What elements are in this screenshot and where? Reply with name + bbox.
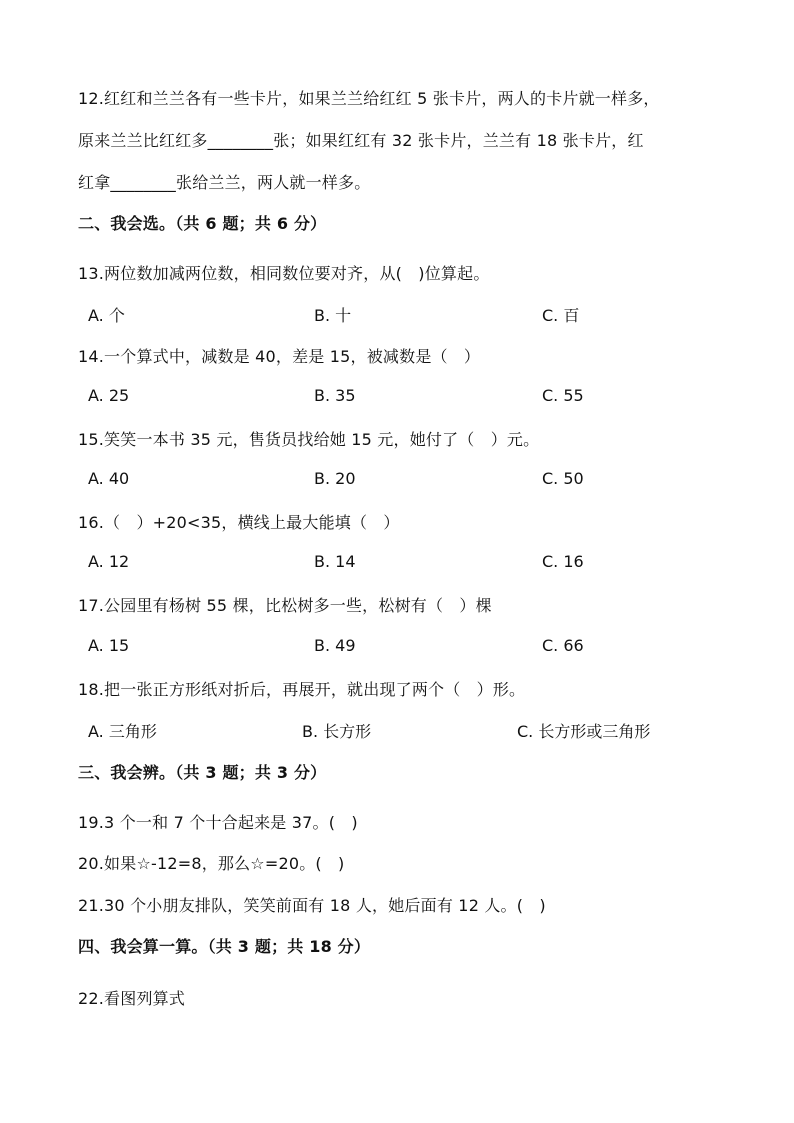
q16-option-c[interactable]: C. 16 xyxy=(542,552,584,571)
q15-option-a[interactable]: A. 40 xyxy=(88,469,130,488)
question-22: 22.看图列算式 xyxy=(78,989,186,1008)
q14-option-a[interactable]: A. 25 xyxy=(88,386,130,405)
section-2-heading: 二、我会选。（共 6 题；共 6 分） xyxy=(78,214,327,233)
q18-option-a[interactable]: A. 三角形 xyxy=(88,722,157,741)
section-3-heading: 三、我会辨。（共 3 题；共 3 分） xyxy=(78,763,327,782)
q12-line-3: 红拿________张给兰兰，两人就一样多。 xyxy=(78,173,371,192)
q18-stem: 18.把一张正方形纸对折后，再展开，就出现了两个（ ）形。 xyxy=(78,680,526,699)
q16-option-a[interactable]: A. 12 xyxy=(88,552,130,571)
q17-option-a[interactable]: A. 15 xyxy=(88,636,130,655)
section-4-heading: 四、我会算一算。（共 3 题；共 18 分） xyxy=(78,937,371,956)
q12-line-2: 原来兰兰比红红多________张；如果红红有 32 张卡片，兰兰有 18 张卡片，红 xyxy=(78,131,644,150)
q18-option-c[interactable]: C. 长方形或三角形 xyxy=(517,722,651,741)
q13-option-b[interactable]: B. 十 xyxy=(314,306,352,325)
q14-option-b[interactable]: B. 35 xyxy=(314,386,356,405)
q16-option-b[interactable]: B. 14 xyxy=(314,552,356,571)
question-21: 21.30 个小朋友排队，笑笑前面有 18 人，她后面有 12 人。( ) xyxy=(78,896,546,915)
q16-stem: 16.（ ）+20<35，横线上最大能填（ ） xyxy=(78,513,400,532)
q17-option-b[interactable]: B. 49 xyxy=(314,636,356,655)
question-19: 19.3 个一和 7 个十合起来是 37。( ) xyxy=(78,813,358,832)
question-20: 20.如果☆-12=8，那么☆=20。( ) xyxy=(78,854,345,873)
q12-line-1: 12.红红和兰兰各有一些卡片，如果兰兰给红红 5 张卡片，两人的卡片就一样多， xyxy=(78,89,660,108)
q18-option-b[interactable]: B. 长方形 xyxy=(302,722,372,741)
q13-option-c[interactable]: C. 百 xyxy=(542,306,580,325)
q14-option-c[interactable]: C. 55 xyxy=(542,386,584,405)
q17-option-c[interactable]: C. 66 xyxy=(542,636,584,655)
q17-stem: 17.公园里有杨树 55 棵，比松树多一些，松树有（ ）棵 xyxy=(78,596,492,615)
q13-option-a[interactable]: A. 个 xyxy=(88,306,125,325)
q14-stem: 14.一个算式中，减数是 40，差是 15，被减数是（ ） xyxy=(78,347,481,366)
q13-stem: 13.两位数加减两位数，相同数位要对齐，从( )位算起。 xyxy=(78,264,490,283)
q15-stem: 15.笑笑一本书 35 元，售货员找给她 15 元，她付了（ ）元。 xyxy=(78,430,540,449)
q15-option-c[interactable]: C. 50 xyxy=(542,469,584,488)
q15-option-b[interactable]: B. 20 xyxy=(314,469,356,488)
